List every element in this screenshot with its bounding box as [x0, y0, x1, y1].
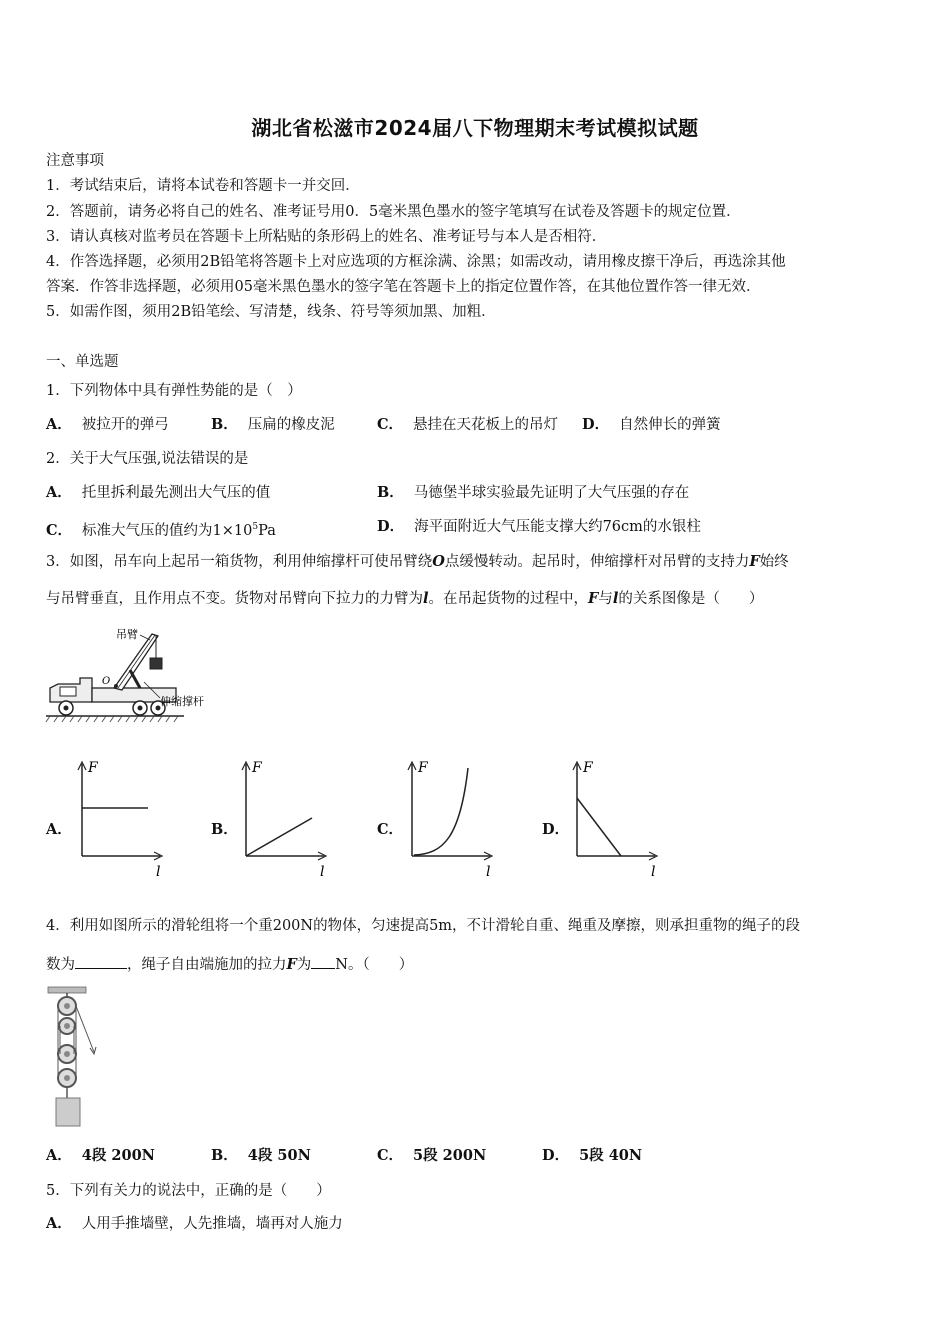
axis-x-label: l	[486, 864, 491, 880]
option-key: A．	[46, 1147, 72, 1164]
q4-option-c[interactable]	[377, 1146, 486, 1166]
option-key: C．	[377, 416, 404, 433]
option-key: A．	[46, 484, 72, 501]
answer-blank-force[interactable]	[311, 954, 335, 969]
option-text: 悬挂在天花板上的吊灯	[413, 417, 559, 433]
page-title: 湖北省松滋市2024届八下物理期末考试模拟试题	[251, 116, 699, 140]
option-key: C．	[377, 1147, 404, 1164]
question-1-stem: 1．下列物体中具有弹性势能的是（ ）	[46, 383, 302, 399]
graph-c[interactable]	[398, 758, 498, 883]
graph-d[interactable]	[563, 758, 663, 883]
option-text: 自然伸长的弹簧	[619, 417, 721, 433]
option-text: 压扁的橡皮泥	[247, 417, 335, 433]
option-superscript: 5	[252, 522, 259, 532]
question-3-line2: 与吊臂垂直，且作用点不变。货物对吊臂向下拉力的力臂为l。在吊起货物的过程中，F与l的关系图像是（ ）	[46, 590, 764, 607]
option-text: 5段 40N	[579, 1147, 643, 1164]
option-key: D．	[582, 416, 610, 433]
axis-x-label: l	[320, 864, 325, 880]
option-key: B．	[211, 1147, 238, 1164]
notice-item: 2．答题前，请务必将自己的姓名、准考证号用0．5毫米黑色墨水的签字笔填写在试卷及答题卡的规定位置．	[46, 204, 741, 220]
option-key: C．	[46, 521, 73, 539]
q4-option-a[interactable]	[46, 1146, 155, 1166]
q2-option-b[interactable]	[377, 483, 689, 503]
axis-y-label: F	[583, 760, 593, 776]
option-text: 5段 200N	[413, 1147, 487, 1164]
axis-y-label: F	[252, 760, 262, 776]
question-3-line1: 3．如图，吊车向上起吊一箱货物，利用伸缩撑杆可使吊臂绕O点缓慢转动。起吊时，伸缩撑杆对吊臂的支持力F始终	[46, 553, 789, 570]
option-text: 标准大气压的值约为1×10	[82, 522, 253, 539]
question-4-line1: 4．利用如图所示的滑轮组将一个重200N的物体，匀速提高5m，不计滑轮自重、绳重及摩擦，则承担重物的绳子的段	[46, 918, 801, 934]
q4-option-d[interactable]	[542, 1146, 642, 1166]
q5-option-a[interactable]	[46, 1214, 343, 1234]
section-heading: 一、单选题	[46, 354, 119, 370]
graph-option-b-key[interactable]: B．	[211, 821, 238, 838]
q1-option-b[interactable]	[211, 415, 335, 435]
option-text: 海平面附近大气压能支撑大约76cm的水银柱	[414, 519, 701, 535]
boom-label: 吊臂	[116, 628, 138, 641]
graph-a[interactable]	[68, 758, 168, 883]
option-text: 4段 50N	[247, 1147, 311, 1164]
q1-option-c[interactable]	[377, 415, 558, 435]
notice-item: 4．作答选择题，必须用2B铅笔将答题卡上对应选项的方框涂满、涂黑；如需改动，请用橡皮擦干净后，再选涂其他	[46, 254, 786, 270]
q2-option-d[interactable]	[377, 517, 701, 537]
graph-option-a-key[interactable]: A．	[46, 821, 72, 838]
axis-x-label: l	[651, 864, 656, 880]
graph-b-curve	[246, 818, 312, 856]
notice-item: 3．请认真核对监考员在答题卡上所粘贴的条形码上的姓名、准考证号与本人是否相符．	[46, 229, 607, 245]
graph-d-curve	[577, 798, 621, 856]
notice-item: 答案．作答非选择题，必须用05毫米黑色墨水的签字笔在答题卡上的指定位置作答，在其他位置作答一律无效．	[46, 279, 761, 295]
axis-y-label: F	[418, 760, 428, 776]
option-text: 托里拆利最先测出大气压的值	[81, 485, 271, 501]
question-5-stem: 5．下列有关力的说法中，正确的是（ ）	[46, 1183, 331, 1199]
option-key: A．	[46, 416, 72, 433]
q1-option-a[interactable]	[46, 415, 169, 435]
graph-c-curve	[414, 768, 468, 855]
axis-y-label: F	[88, 760, 98, 776]
q1-option-d[interactable]	[582, 415, 721, 435]
notice-item: 1．考试结束后，请将本试卷和答题卡一并交回．	[46, 178, 360, 194]
pivot-label: O	[102, 676, 111, 687]
option-key: B．	[211, 416, 238, 433]
graph-b[interactable]	[232, 758, 332, 883]
answer-blank-segments[interactable]	[75, 954, 127, 969]
graph-option-c-key[interactable]: C．	[377, 821, 404, 838]
axis-x-label: l	[156, 864, 161, 880]
q2-option-c[interactable]	[46, 517, 276, 541]
crane-figure	[44, 626, 264, 726]
option-key: D．	[377, 518, 405, 535]
option-key: A．	[46, 1215, 72, 1232]
option-unit: Pa	[258, 522, 276, 539]
option-key: D．	[542, 1147, 570, 1164]
graph-option-d-key[interactable]: D．	[542, 821, 570, 838]
q2-option-a[interactable]	[46, 483, 270, 503]
option-text: 被拉开的弹弓	[81, 417, 169, 433]
question-2-stem: 2．关于大气压强,说法错误的是	[46, 451, 249, 467]
rod-label: 伸缩撑杆	[160, 695, 204, 708]
pulley-figure	[44, 986, 104, 1132]
question-4-line2: 数为 ，绳子自由端施加的拉力F为 N。（ ）	[46, 956, 414, 973]
option-text: 人用手推墙壁，人先推墙，墙再对人施力	[81, 1216, 343, 1232]
option-text: 4段 200N	[81, 1147, 155, 1164]
option-key: B．	[377, 484, 404, 501]
notice-heading: 注意事项	[46, 153, 104, 169]
notice-item: 5．如需作图，须用2B铅笔绘、写清楚，线条、符号等须加黑、加粗．	[46, 304, 496, 320]
option-text: 马德堡半球实验最先证明了大气压强的存在	[413, 485, 690, 501]
q4-option-b[interactable]	[211, 1146, 311, 1166]
